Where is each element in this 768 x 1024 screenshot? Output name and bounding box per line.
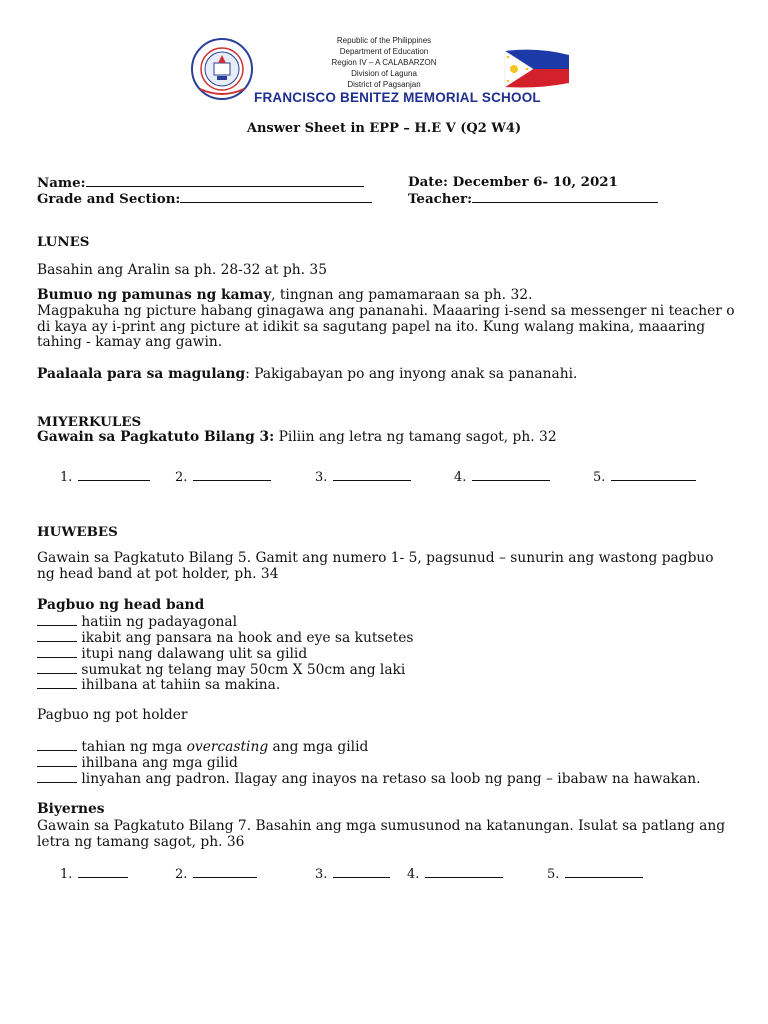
answer-blank[interactable]: [472, 468, 550, 481]
headband-step-5: ihilbana at tahiin sa makina.: [37, 676, 280, 693]
biyernes-intro-line-2: letra ng tamang sagot, ph. 36: [37, 834, 245, 850]
grade-label: Grade and Section:: [37, 191, 181, 207]
huwebes-intro-line-2: ng head band at pot holder, ph. 34: [37, 566, 279, 582]
teacher-row: [408, 190, 658, 207]
potholder-title: Pagbuo ng pot holder: [37, 707, 188, 723]
biyernes-heading: Biyernes: [37, 801, 105, 817]
name-blank[interactable]: [86, 174, 364, 187]
date-label: Date: December 6- 10, 2021: [408, 174, 618, 190]
answer-blank[interactable]: [333, 865, 390, 878]
answer-blank[interactable]: [78, 865, 128, 878]
huwebes-heading: HUWEBES: [37, 524, 118, 540]
miyerkules-task: [37, 429, 557, 445]
biyernes-answer-1: 1.: [60, 865, 128, 882]
miyerkules-answer-4: 4.: [454, 468, 550, 485]
header-line-5: District of Pagsanjan: [347, 80, 421, 89]
answer-blank[interactable]: [78, 468, 150, 481]
lunes-note-rest: : Pakigabayan po ang inyong anak sa pananahi.: [245, 366, 578, 382]
answer-blank[interactable]: [193, 865, 257, 878]
headband-step-3: itupi nang dalawang ulit sa gilid: [37, 645, 307, 662]
biyernes-intro-line-1: Gawain sa Pagkatuto Bilang 7. Basahin ang mga sumusunod na katanungan. Isulat sa patlang ang: [37, 818, 726, 834]
miyerkules-answer-1: 1.: [60, 468, 150, 485]
name-label: Name:: [37, 175, 86, 191]
lunes-task-rest: , tingnan ang pamamaraan sa ph. 32.: [271, 287, 533, 303]
headband-step-1: hatiin ng padayagonal: [37, 613, 237, 630]
lunes-para-line-1: Magpakuha ng picture habang ginagawa ang pananahi. Maaaring i-send sa messenger ni teacher o: [37, 303, 735, 319]
answer-blank[interactable]: [565, 865, 643, 878]
potholder-step-1: tahian ng mga overcasting ang mga gilid: [37, 738, 368, 755]
lunes-task: [37, 287, 532, 303]
step-blank[interactable]: [37, 738, 77, 751]
lunes-read: Basahin ang Aralin sa ph. 28-32 at ph. 35: [37, 262, 327, 278]
lunes-heading: LUNES: [37, 234, 90, 250]
teacher-blank[interactable]: [472, 190, 658, 203]
header-line-2: Department of Education: [339, 47, 429, 56]
headband-title: Pagbuo ng head band: [37, 597, 205, 613]
potholder-step-3: linyahan ang padron. Ilagay ang inayos na retaso sa loob ng pang – ibabaw na hawakan.: [37, 770, 701, 787]
answer-blank[interactable]: [193, 468, 271, 481]
headband-step-4: sumukat ng telang may 50cm X 50cm ang laki: [37, 661, 405, 678]
school-name: FRANCISCO BENITEZ MEMORIAL SCHOOL: [254, 90, 541, 105]
miyerkules-answer-5: 5.: [593, 468, 696, 485]
header-line-4: Division of Laguna: [351, 69, 417, 78]
lunes-para-line-3: tahing - kamay ang gawin.: [37, 334, 223, 350]
step-blank[interactable]: [37, 629, 77, 642]
potholder-step-2: ihilbana ang mga gilid: [37, 754, 238, 771]
answer-blank[interactable]: [333, 468, 411, 481]
headband-step-2: ikabit ang pansara na hook and eye sa kutsetes: [37, 629, 413, 646]
name-row: [37, 174, 364, 191]
grade-row: [37, 190, 372, 207]
lunes-note-bold: Paalaala para sa magulang: [37, 366, 246, 382]
lunes-task-bold: Bumuo ng pamunas ng kamay: [37, 287, 272, 303]
biyernes-answer-4: 4.: [407, 865, 503, 882]
biyernes-answer-2: 2.: [175, 865, 257, 882]
biyernes-answer-5: 5.: [547, 865, 643, 882]
teacher-label: Teacher:: [408, 191, 473, 207]
miyerkules-heading: MIYERKULES: [37, 414, 142, 430]
miyerkules-task-bold: Gawain sa Pagkatuto Bilang 3:: [37, 429, 275, 445]
huwebes-intro-line-1: Gawain sa Pagkatuto Bilang 5. Gamit ang numero 1- 5, pagsunud – sunurin ang wastong pagbuo: [37, 550, 714, 566]
school-seal: [190, 37, 254, 101]
biyernes-answer-3: 3.: [315, 865, 390, 882]
step-blank[interactable]: [37, 754, 77, 767]
step-blank[interactable]: [37, 613, 77, 626]
header-line-1: Republic of the Philippines: [336, 36, 432, 45]
step-blank[interactable]: [37, 645, 77, 658]
header-line-3: Region IV – A CALABARZON: [331, 58, 437, 67]
philippine-flag: [503, 49, 571, 89]
page-title: Answer Sheet in EPP – H.E V (Q2 W4): [246, 121, 522, 136]
miyerkules-answer-2: 2.: [175, 468, 271, 485]
lunes-note: [37, 366, 577, 382]
lunes-para-line-2: di kaya ay i-print ang picture at idikit sa sagutang papel na ito. Kung walang makina, maaaring: [37, 319, 706, 335]
grade-blank[interactable]: [180, 190, 372, 203]
answer-blank[interactable]: [425, 865, 503, 878]
step-blank[interactable]: [37, 676, 77, 689]
step-blank[interactable]: [37, 770, 77, 783]
answer-blank[interactable]: [611, 468, 696, 481]
step-blank[interactable]: [37, 661, 77, 674]
miyerkules-task-rest: Piliin ang letra ng tamang sagot, ph. 32: [274, 429, 557, 445]
miyerkules-answer-3: 3.: [315, 468, 411, 485]
